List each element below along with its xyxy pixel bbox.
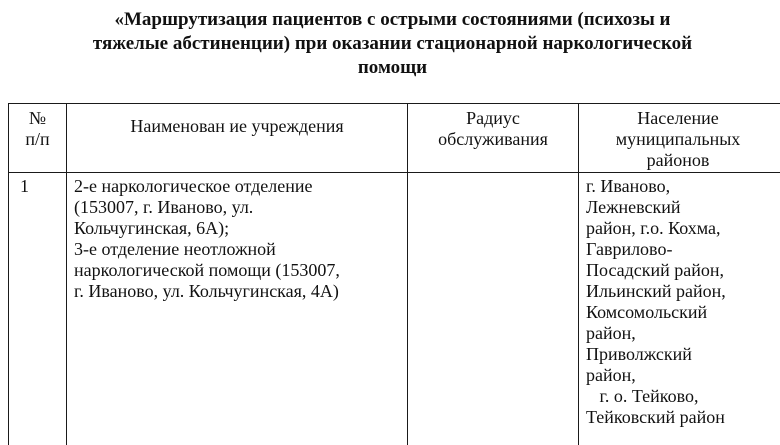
population-line: Лежневский — [586, 197, 681, 217]
title-line: «Маршрутизация пациентов с острыми состояниями (психозы и — [114, 9, 671, 30]
header-num — [9, 108, 66, 150]
row-institution — [74, 176, 404, 302]
header-population-line: районов — [646, 150, 710, 170]
row-population — [586, 176, 778, 428]
header-radius — [408, 108, 578, 150]
header-population — [579, 108, 777, 171]
population-line: район, — [586, 365, 636, 385]
title-line: помощи — [357, 57, 428, 78]
population-line: район, — [586, 323, 636, 343]
institution-line: 2-е наркологическое отделение — [74, 176, 313, 196]
title-line: тяжелые абстиненции) при оказании стационарной наркологической — [92, 33, 693, 54]
header-institution-label: Наименован ие учреждения — [130, 116, 344, 136]
population-line: Тейковский район — [586, 407, 725, 427]
population-line: Комсомольский — [586, 302, 708, 322]
institution-line: 3-е отделение неотложной — [74, 239, 276, 259]
table-top-border — [8, 103, 780, 104]
population-line: г. о. Тейково, — [586, 386, 699, 406]
institution-line: наркологической помощи (153007, — [74, 260, 340, 280]
column-divider — [66, 103, 67, 445]
header-num-line: п/п — [25, 129, 50, 149]
population-line: Гаврилово- — [586, 239, 673, 259]
header-population-line: Население — [637, 108, 719, 128]
population-line: район, г.о. Кохма, — [586, 218, 721, 238]
institution-line: г. Иваново, ул. Кольчугинская, 4А) — [74, 281, 339, 301]
population-line: г. Иваново, — [586, 176, 671, 196]
institution-line: Кольчугинская, 6А); — [74, 218, 230, 238]
population-line: Посадский район, — [586, 260, 725, 280]
column-divider — [407, 103, 408, 445]
population-line: Приволжский — [586, 344, 692, 364]
page-title — [20, 8, 765, 80]
row-num-value: 1 — [20, 176, 29, 196]
header-radius-line: обслуживания — [438, 129, 548, 149]
header-radius-line: Радиус — [466, 108, 520, 128]
institution-line: (153007, г. Иваново, ул. — [74, 197, 254, 217]
population-line: Ильинский район, — [586, 281, 726, 301]
row-num — [20, 176, 29, 197]
header-institution — [67, 116, 407, 137]
table-left-border — [8, 103, 9, 445]
header-num-line: № — [28, 108, 47, 128]
table-header-divider — [8, 172, 780, 173]
header-population-line: муниципальных — [615, 129, 741, 149]
